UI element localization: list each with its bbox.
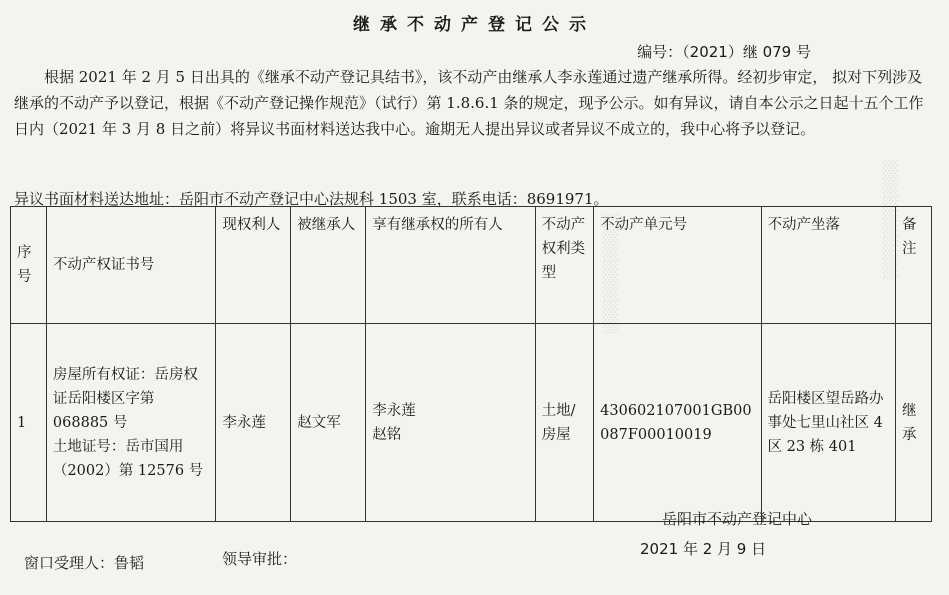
cell-cert <box>46 324 215 522</box>
cell-decedent: 赵文军 <box>291 324 366 522</box>
cell-unit-no: 430602107001GB00087F00010019 <box>594 324 761 522</box>
show-through-texture: ░░░░░░░░░░░░ <box>882 160 897 280</box>
header-seq: 序号 <box>11 207 47 324</box>
issuing-org: 岳阳市不动产登记中心 <box>662 510 813 528</box>
header-decedent: 被继承人 <box>291 207 366 324</box>
leader-approval: 领导审批： <box>222 550 298 568</box>
header-heirs: 享有继承权的所有人 <box>366 207 535 324</box>
cell-right-type: 土地/房屋 <box>535 324 594 522</box>
header-note: 备注 <box>896 207 932 324</box>
table-row <box>11 324 932 522</box>
header-right-type: 不动产权利类型 <box>535 207 594 324</box>
issue-date: 2021 年 2 月 9 日 <box>640 540 767 558</box>
show-through-texture: ░░░░░░░░░░░░ <box>602 214 617 334</box>
header-unit-no: 不动产单元号 <box>594 207 761 324</box>
table-header-row <box>11 207 932 324</box>
notice-paragraph: 根据 2021 年 2 月 5 日出具的《继承不动产登记具结书》，该不动产由继承人李永莲通过遗产继承所得。经初步审定， 拟对下列涉及继承的不动产予以登记，根据《不动产登记操作规范》（试行）第 1.8.6.1 条的规定，现予公示。如有异议，请自本公示之日起十五个工作日内（2021 年 3 月 8 日之前）将异议书面材料送达我中心。逾期无人提出异议或者异议不成立的，我中心将予以登记。 <box>14 68 924 138</box>
heir-name: 李永莲 <box>372 402 416 419</box>
cell-heirs <box>366 324 535 522</box>
cell-seq: 1 <box>11 324 47 522</box>
heir-name: 赵铭 <box>372 426 402 443</box>
cell-location: 岳阳楼区望岳路办事处七里山社区 4 区 23 栋 401 <box>761 324 896 522</box>
cert-land: 土地证号：岳市国用（2002）第 12576 号 <box>52 438 204 479</box>
property-table <box>10 206 932 522</box>
notice-title: 继承不动产登记公示 <box>353 15 596 35</box>
window-clerk: 窗口受理人：鲁韬 <box>24 554 145 572</box>
cert-house: 房屋所有权证：岳房权证岳阳楼区字第 068885 号 <box>52 366 198 431</box>
cell-note: 继承 <box>896 324 932 522</box>
header-holder: 现权利人 <box>216 207 291 324</box>
objection-address: 异议书面材料送达地址：岳阳市不动产登记中心法规科 1503 室，联系电话：8691971。 <box>14 190 609 208</box>
cell-holder: 李永莲 <box>216 324 291 522</box>
header-location: 不动产坐落 <box>761 207 896 324</box>
header-cert: 不动产权证书号 <box>46 207 215 324</box>
doc-number: 编号：（2021）继 079 号 <box>637 43 811 61</box>
